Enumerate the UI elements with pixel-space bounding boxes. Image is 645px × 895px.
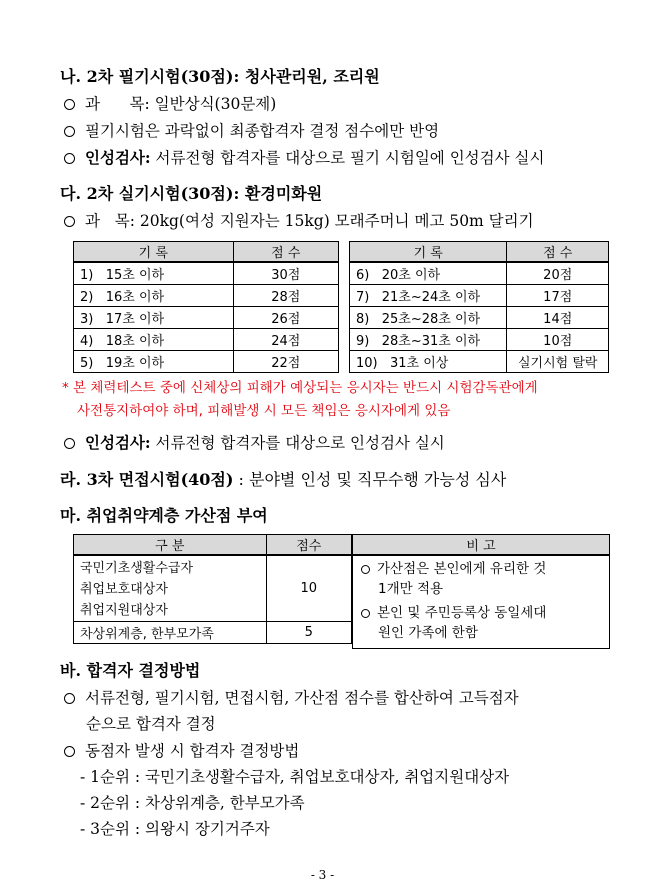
score-cell: 실기시험 탈락 — [507, 351, 609, 373]
circle-bullet-icon — [64, 99, 75, 110]
record-cell: 7) 21초~24초 이하 — [350, 285, 507, 307]
score-cell: 28점 — [233, 285, 339, 307]
record-cell: 6) 20초 이하 — [350, 262, 507, 285]
section-ra-desc: : 분야별 인성 및 직무수행 가능성 심사 — [233, 470, 507, 489]
da-subject-line: 과 목: 20kg(여성 지원자는 15kg) 모래주머니 메고 50m 달리기 — [64, 209, 534, 231]
bonus-table — [73, 534, 352, 644]
header-remark: 비 고 — [353, 535, 610, 556]
header-category: 구 분 — [74, 535, 267, 556]
section-ra — [60, 467, 506, 490]
circle-bullet-icon — [64, 746, 75, 757]
bonus-group2-score: 5 — [266, 622, 352, 644]
rank-1: - 1순위 : 국민기초생활수급자, 취업보호대상자, 취업지원대상자 — [80, 768, 510, 786]
remark-cell: 가산점은 본인에게 유리한 것 1개만 적용 본인 및 주민등록상 동일세대 원인 가족에 한함 — [353, 555, 610, 649]
na-subject-line: 과 목: 일반상식(30문제) — [64, 92, 276, 114]
warning-note-line2: 사전통지하여야 하며, 피해발생 시 모든 책임은 응시자에게 있음 — [77, 403, 451, 419]
circle-bullet-icon — [64, 126, 75, 137]
na-line2: 필기시험은 과락없이 최종합격자 결정 점수에만 반영 — [64, 119, 439, 141]
record-cell: 8) 25초~28초 이하 — [350, 307, 507, 329]
section-ra-title: 라. 3차 면접시험(40점) — [60, 470, 234, 489]
score-cell: 22점 — [233, 351, 339, 373]
circle-bullet-icon — [64, 153, 75, 164]
section-ba-title: 바. 합격자 결정방법 — [60, 661, 201, 680]
circle-bullet-icon — [64, 693, 75, 704]
bonus-group1-score: 10 — [266, 555, 352, 622]
bonus-group2-cell: 차상위계층, 한부모가족 — [74, 622, 267, 644]
record-cell: 4) 18초 이하 — [74, 329, 234, 351]
section-da-title: 다. 2차 실기시험(30점): 환경미화원 — [60, 184, 323, 203]
circle-bullet-icon — [64, 438, 75, 449]
record-cell: 1) 15초 이하 — [74, 262, 234, 285]
da-personality-line: 인성검사: 서류전형 합격자를 대상으로 인성검사 실시 — [64, 431, 445, 453]
ba-line2: 동점자 발생 시 합격자 결정방법 — [64, 739, 299, 761]
na-line3: 인성검사: 서류전형 합격자를 대상으로 필기 시험일에 인성검사 실시 — [64, 146, 544, 168]
record-cell: 2) 16초 이하 — [74, 285, 234, 307]
record-table-right — [349, 241, 609, 373]
record-cell: 3) 17초 이하 — [74, 307, 234, 329]
circle-bullet-icon — [361, 609, 370, 618]
header-score: 점 수 — [233, 242, 339, 263]
section-na-title: 나. 2차 필기시험(30점): 청사관리원, 조리원 — [60, 67, 380, 86]
record-cell: 9) 28초~31초 이하 — [350, 329, 507, 351]
warning-note-line1: * 본 체력테스트 중에 신체상의 피해가 예상되는 응시자는 반드시 시험감독관에게 — [62, 380, 538, 396]
record-table-left — [73, 241, 339, 373]
header-record: 기 록 — [74, 242, 234, 263]
header-score: 점 수 — [507, 242, 609, 263]
remark-table — [352, 534, 610, 649]
ba-line1: 서류전형, 필기시험, 면접시험, 가산점 점수를 합산하여 고득점자 — [64, 686, 519, 708]
score-cell: 17점 — [507, 285, 609, 307]
record-cell: 10) 31초 이상 — [350, 351, 507, 373]
ba-line1-cont: 순으로 합격자 결정 — [86, 715, 216, 733]
header-record: 기 록 — [350, 242, 507, 263]
header-points: 점수 — [266, 535, 352, 556]
rank-2: - 2순위 : 차상위계층, 한부모가족 — [80, 794, 305, 812]
score-cell: 24점 — [233, 329, 339, 351]
rank-3: - 3순위 : 의왕시 장기거주자 — [80, 820, 270, 838]
page-number: - 3 - — [310, 868, 335, 882]
circle-bullet-icon — [361, 565, 370, 574]
score-cell: 14점 — [507, 307, 609, 329]
record-cell: 5) 19초 이하 — [74, 351, 234, 373]
score-cell: 30점 — [233, 262, 339, 285]
bonus-group1-cell: 국민기초생활수급자 취업보호대상자 취업지원대상자 — [74, 555, 267, 622]
score-cell: 10점 — [507, 329, 609, 351]
score-cell: 20점 — [507, 262, 609, 285]
circle-bullet-icon — [64, 216, 75, 227]
section-ma-title: 마. 취업취약계층 가산점 부여 — [60, 506, 268, 525]
score-cell: 26점 — [233, 307, 339, 329]
